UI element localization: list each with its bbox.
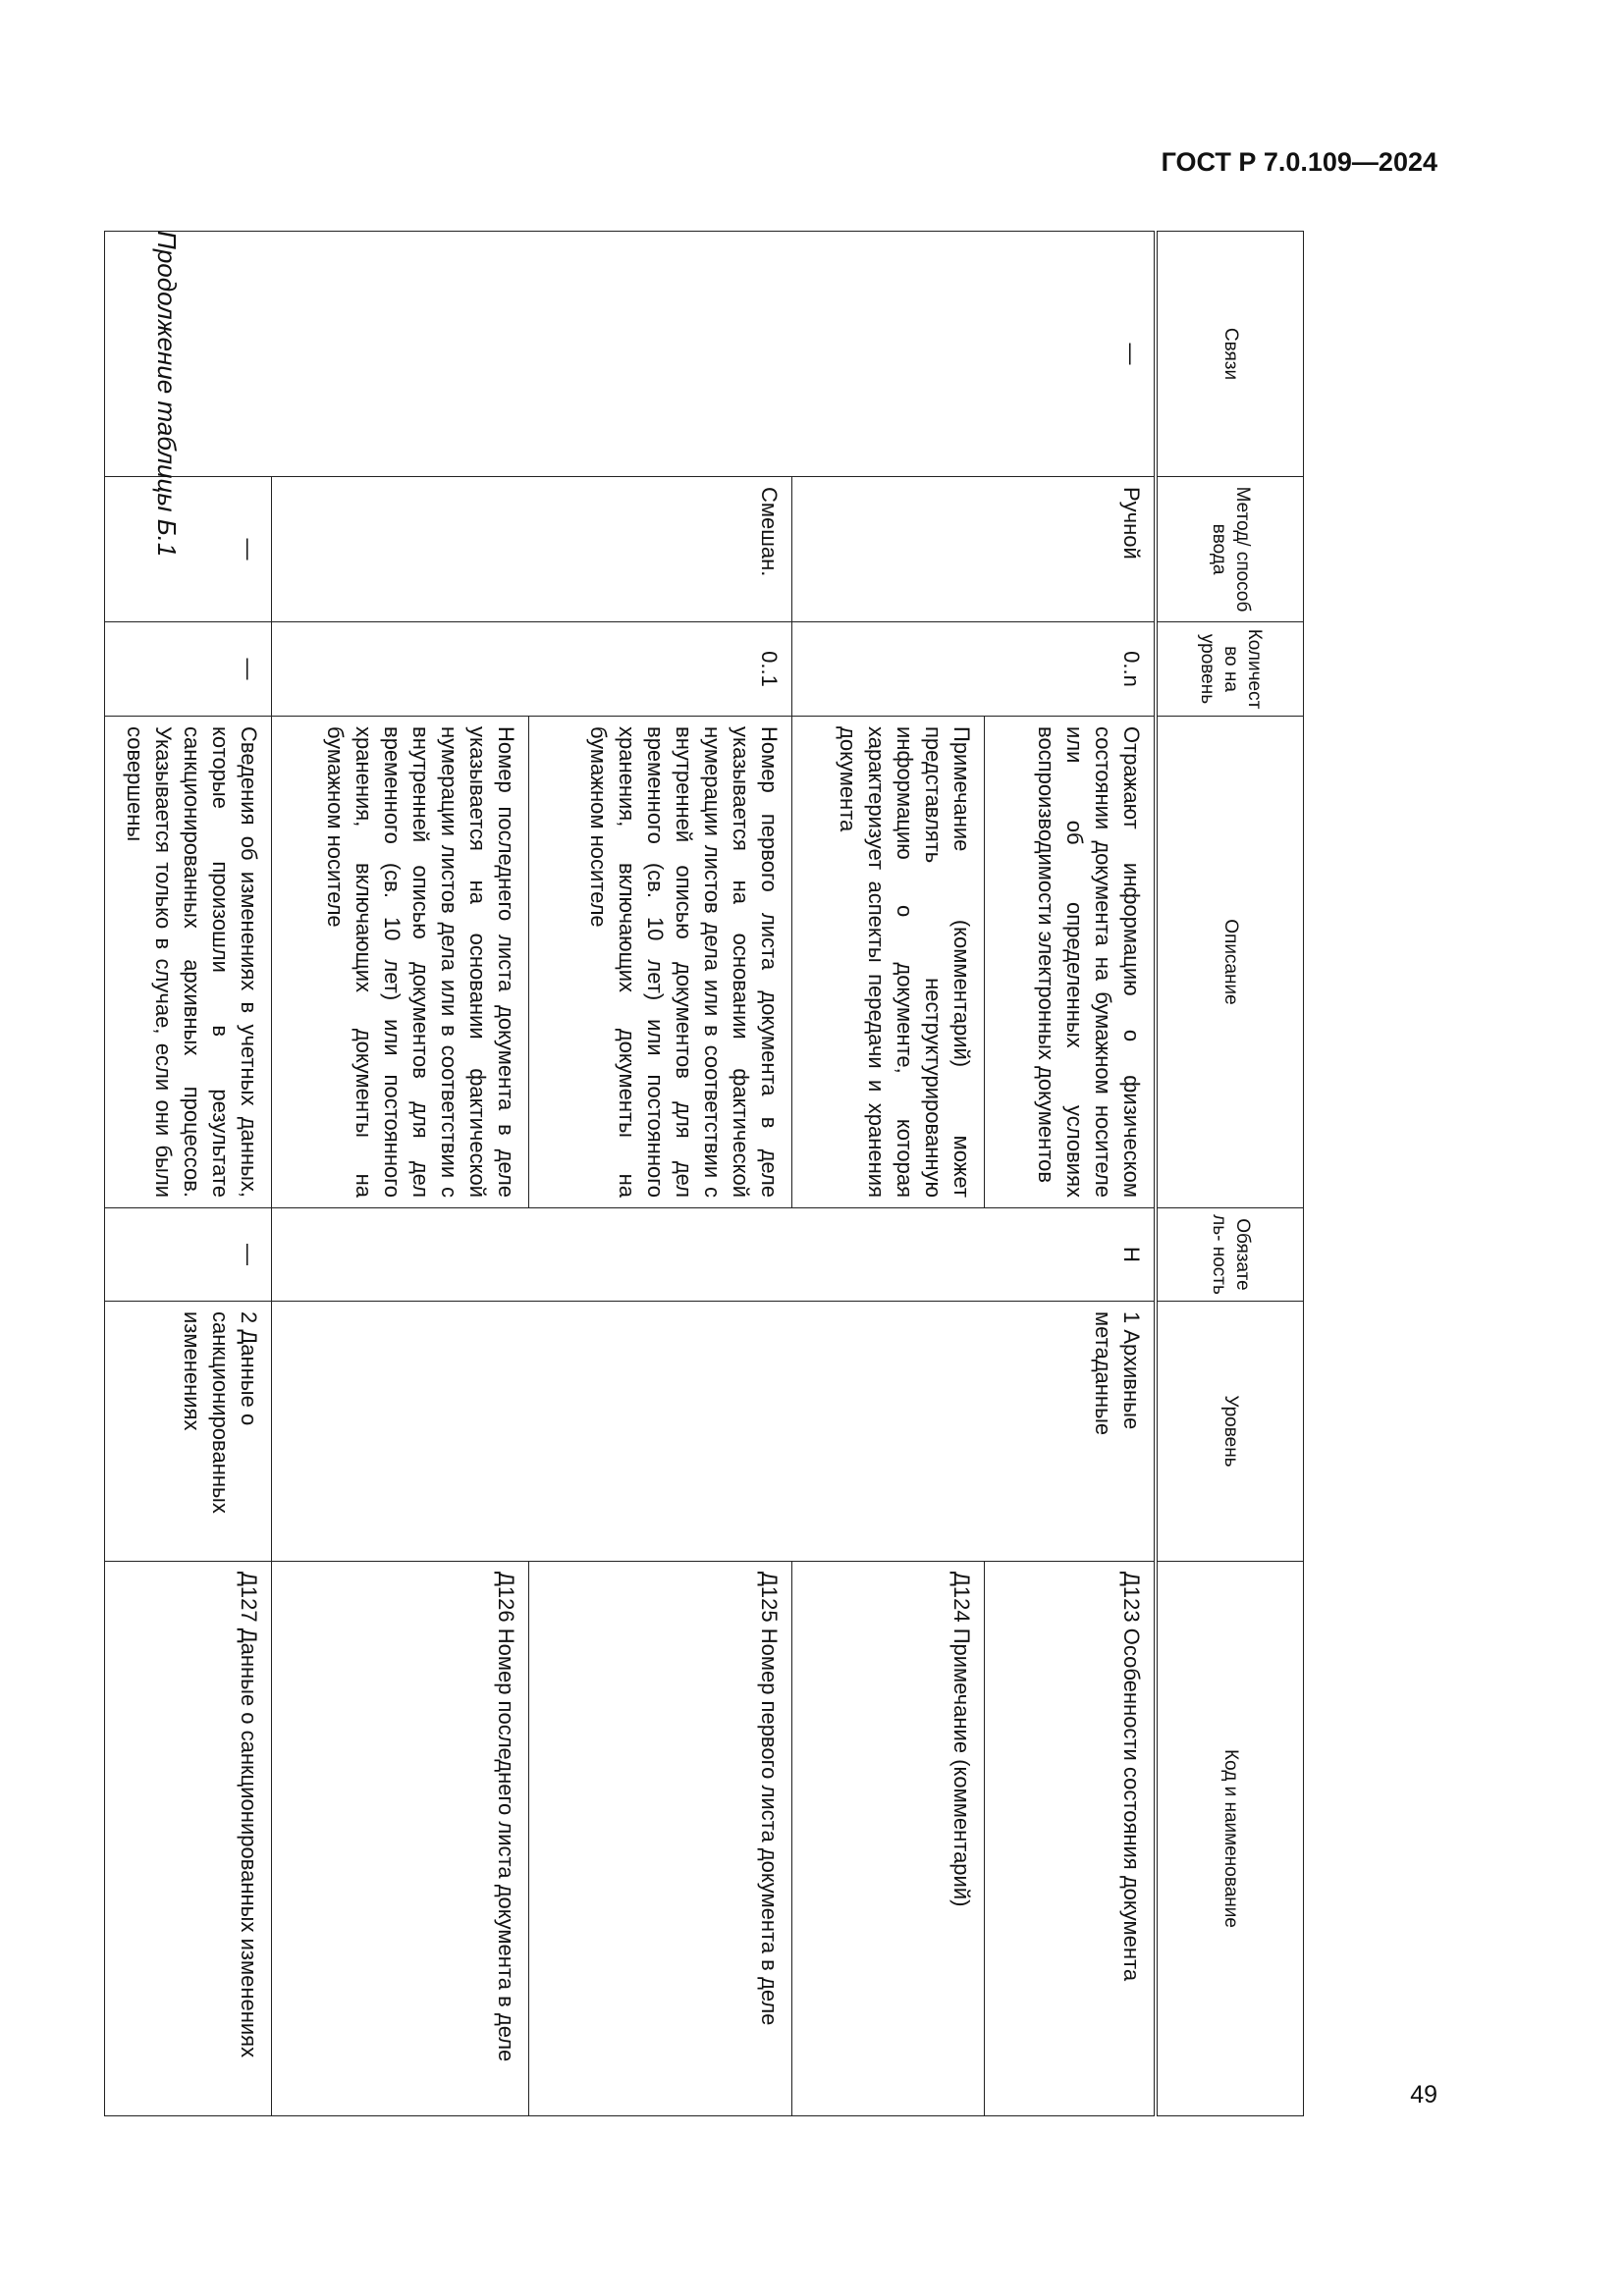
metadata-table: [105, 231, 1305, 2116]
cell-code: Д124 Примечание (комментарий): [792, 1562, 985, 2116]
col-header-code: Код и наименование: [1156, 1562, 1304, 2116]
page-number: 49: [1410, 2081, 1437, 2109]
cell-description: Примечание (комментарий) может представлять неструктурированную информацию о документе, которая характеризует аспекты передачи и хранения документа: [792, 717, 985, 1208]
cell-description: Номер последнего листа документа в деле указывается на основании фактической нумерации листов дела или в соответствии с внутренней описью документов для дел временного (св. 10 лет) или постоянного хранения, включающих документы на бумажном носителе: [272, 717, 529, 1208]
cell-method: Ручной: [792, 477, 1156, 622]
cell-obligation: —: [105, 1208, 272, 1302]
col-header-level: Уровень: [1156, 1302, 1304, 1562]
cell-method: —: [105, 477, 272, 622]
table-caption: Продолжение таблицы Б.1: [152, 231, 182, 558]
cell-method: Смешан.: [272, 477, 792, 622]
cell-level: 2 Данные о санкционированных изменениях: [105, 1302, 272, 1562]
cell-quantity: 0..1: [272, 622, 792, 717]
col-header-quantity: Количество на уровень: [1156, 622, 1304, 717]
col-header-description: Описание: [1156, 717, 1304, 1208]
cell-code: Д123 Особенности состояния документа: [985, 1562, 1156, 2116]
cell-links: —: [105, 232, 1156, 477]
cell-level: 1 Архивные метаданные: [272, 1302, 1156, 1562]
document-code: ГОСТ Р 7.0.109—2024: [1161, 147, 1437, 177]
rotated-table-area: [96, 231, 1304, 2115]
cell-description: Отражают информацию о физическом состоянии документа на бумажном носителе или об определенных условиях воспроизводимости электронных документов: [985, 717, 1156, 1208]
table-row: [985, 232, 1156, 2116]
col-header-links: Связи: [1156, 232, 1304, 477]
table-row: [529, 232, 792, 2116]
cell-description: Номер первого листа документа в деле указывается на основании фактической нумерации листов дела или в соответствии с внутренней описью документов для дел временного (св. 10 лет) или постоянного хранения, включающих документы на бумажном носителе: [529, 717, 792, 1208]
cell-obligation: Н: [272, 1208, 1156, 1302]
col-header-obligation: Обязатель- ность: [1156, 1208, 1304, 1302]
cell-code: Д125 Номер первого листа документа в деле: [529, 1562, 792, 2116]
cell-code: Д127 Данные о санкционированных изменениях: [105, 1562, 272, 2116]
cell-quantity: 0..n: [792, 622, 1156, 717]
col-header-method: Метод/ способ ввода: [1156, 477, 1304, 622]
table-row: [105, 232, 272, 2116]
cell-description: Сведения об изменениях в учетных данных, которые произошли в результате санкционированных архивных процессов. Указывается только в случае, если они были совершены: [105, 717, 272, 1208]
cell-code: Д126 Номер последнего листа документа в деле: [272, 1562, 529, 2116]
table-header-row: [1156, 232, 1304, 2116]
rotated-content: [96, 231, 1304, 2115]
cell-quantity: —: [105, 622, 272, 717]
